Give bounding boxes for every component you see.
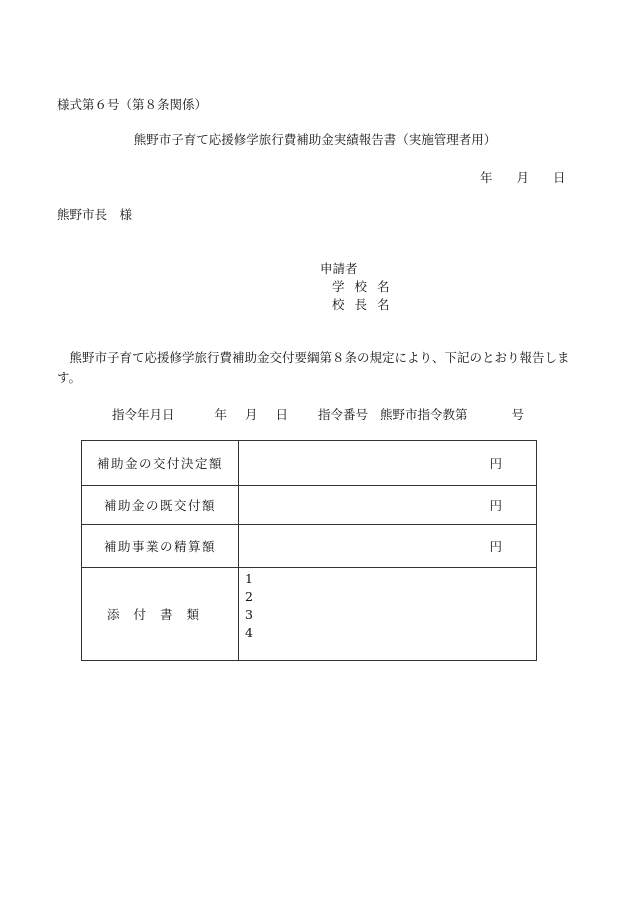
directive-date-label: 指令年月日 — [112, 407, 175, 422]
attachment-item: 2 — [245, 589, 253, 604]
date-day-label: 日 — [553, 170, 566, 185]
grant-paid-amount-field — [239, 486, 537, 525]
settlement-amount-label: 補助事業の精算額 — [82, 525, 239, 568]
body-text: 熊野市子育て応援修学旅行費補助金交付要綱第８条の規定により、下記のとおり報告します。 — [57, 350, 570, 385]
addressee: 熊野市長 様 — [57, 207, 133, 222]
table-row — [82, 441, 537, 486]
grant-paid-amount-label: 補助金の既交付額 — [82, 486, 239, 525]
date-month-label: 月 — [516, 170, 530, 185]
school-name-label: 学 校 名 — [332, 279, 393, 294]
grant-decision-amount-label: 補助金の交付決定額 — [82, 441, 239, 486]
yen-unit: 円 — [489, 539, 502, 554]
attachments-label: 添付書類 — [82, 568, 239, 661]
date-line — [480, 168, 566, 186]
attachment-item: 3 — [245, 607, 253, 622]
attachments-list — [239, 568, 537, 661]
directive-day: 日 — [275, 407, 289, 422]
directive-number-prefix: 熊野市指令教第 — [380, 407, 468, 422]
settlement-amount-field — [239, 525, 537, 568]
attachment-item: 4 — [245, 625, 253, 640]
form-number: 様式第６号（第８条関係） — [57, 97, 208, 112]
table-row — [82, 568, 537, 661]
yen-unit: 円 — [489, 456, 502, 471]
directive-line — [112, 405, 538, 423]
grant-decision-amount-field — [239, 441, 537, 486]
table-row — [82, 525, 537, 568]
applicant-block — [320, 260, 392, 314]
directive-number-label: 指令番号 — [318, 407, 369, 422]
document-title: 熊野市子育て応援修学旅行費補助金実績報告書（実施管理者用） — [133, 132, 497, 147]
directive-year: 年 — [214, 407, 228, 422]
table-row — [82, 486, 537, 525]
date-year-label: 年 — [480, 170, 493, 185]
principal-name-label: 校 長 名 — [332, 297, 393, 312]
directive-number-suffix: 号 — [511, 407, 525, 422]
attachment-item: 1 — [245, 571, 253, 586]
applicant-label: 申請者 — [320, 261, 358, 276]
yen-unit: 円 — [489, 498, 502, 513]
report-table — [81, 440, 537, 661]
directive-month: 月 — [245, 407, 258, 422]
